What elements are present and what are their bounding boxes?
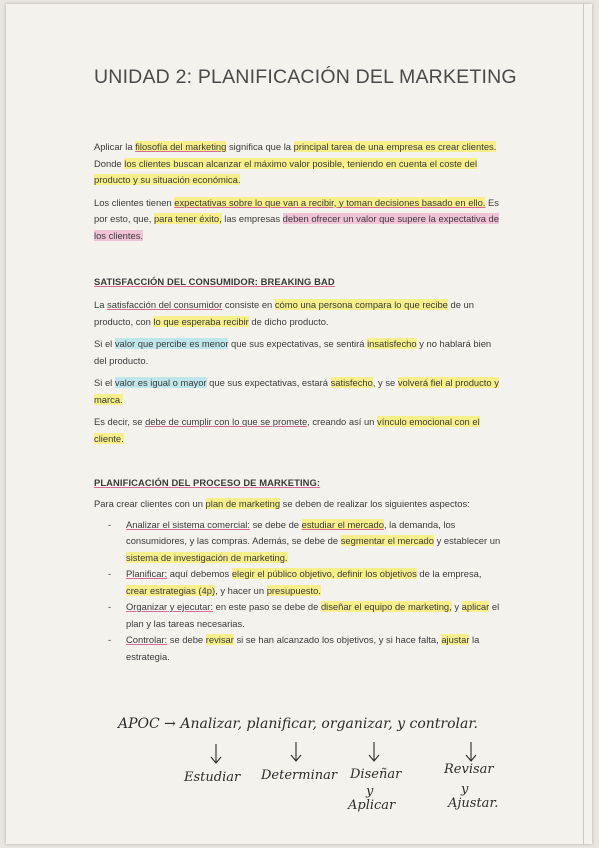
arrow-down-icon — [211, 744, 221, 763]
paper-sheet — [6, 4, 592, 844]
list-item-analizar: - Analizar el sistema comercial: se debe de estudiar el mercado, la demanda, los consumidores, y las compras. Además, se debe de segmentar el mercado y establecer un sistema de investigación de marketing. — [126, 517, 504, 567]
planificacion-list — [94, 517, 504, 666]
handwritten-apoc-line: APOC → Analizar, planificar, organizar, y controlar. — [118, 716, 478, 732]
section-heading-satisfaccion: SATISFACCIÓN DEL CONSUMIDOR: BREAKING BAD — [94, 276, 335, 287]
arrow-down-icon — [291, 742, 301, 761]
list-item-organizar: - Organizar y ejecutar: en este paso se debe de diseñar el equipo de marketing, y aplicar el plan y las tareas necesarias. — [126, 599, 504, 632]
section-heading-planificacion: PLANIFICACIÓN DEL PROCESO DE MARKETING: — [94, 477, 321, 488]
handwritten-arrows — [6, 736, 592, 796]
handwritten-word-disenar: Diseñar — [350, 767, 402, 782]
intro-paragraph-2: Los clientes tienen expectativas sobre lo que van a recibir, y toman decisiones basado en ello. Es por esto, que, para tener éxito, las empresas deben ofrecer un valor que supere la expectativa de los clientes. — [94, 196, 499, 241]
satisfaccion-paragraph-2: Si el valor que percibe es menor que sus expectativas, se sentirá insatisfecho y no hablará bien del producto. — [94, 338, 492, 366]
handwritten-word-determinar: Determinar — [261, 768, 338, 783]
page-edge-line — [583, 4, 584, 844]
handwritten-word-ajustar: Ajustar. — [448, 796, 499, 811]
handwritten-word-estudiar: Estudiar — [184, 770, 241, 785]
arrow-down-icon — [369, 742, 379, 761]
list-item-controlar: - Controlar: se debe revisar si se han alcanzado los objetivos, y si hace falta, ajustar la estrategia. — [126, 632, 504, 665]
arrow-down-icon — [466, 742, 476, 761]
planificacion-intro: Para crear clientes con un plan de marketing se deben de realizar los siguientes aspectos: — [94, 498, 470, 509]
handwritten-word-aplicar: Aplicar — [348, 798, 396, 813]
satisfaccion-paragraph-3: Si el valor es igual o mayor que sus expectativas, estará satisfecho, y se volverá fiel al producto y marca. — [94, 377, 499, 405]
satisfaccion-paragraph-4: Es decir, se debe de cumplir con lo que se promete, creando así un vínculo emocional con el cliente. — [94, 416, 480, 444]
document-title: UNIDAD 2: PLANIFICACIÓN DEL MARKETING — [94, 66, 517, 88]
handwritten-y-1: y — [366, 784, 374, 799]
document-content — [94, 66, 517, 665]
list-item-planificar: - Planificar: aquí debemos elegir el público objetivo, definir los objetivos de la empresa, crear estrategias (4p), y hacer un presupuesto. — [126, 566, 504, 599]
handwritten-y-2: y — [461, 782, 469, 797]
intro-paragraph-1: Aplicar la filosofía del marketing significa que la principal tarea de una empresa es crear clientes. Donde los clientes buscan alcanzar el máximo valor posible, teniendo en cuenta el coste del producto y su situación económica. — [94, 141, 497, 185]
handwritten-word-revisar: Revisar — [444, 762, 494, 777]
satisfaccion-paragraph-1: La satisfacción del consumidor consiste en cómo una persona compara lo que recibe de un producto, con lo que esperaba recibir de dicho producto. — [94, 299, 474, 327]
